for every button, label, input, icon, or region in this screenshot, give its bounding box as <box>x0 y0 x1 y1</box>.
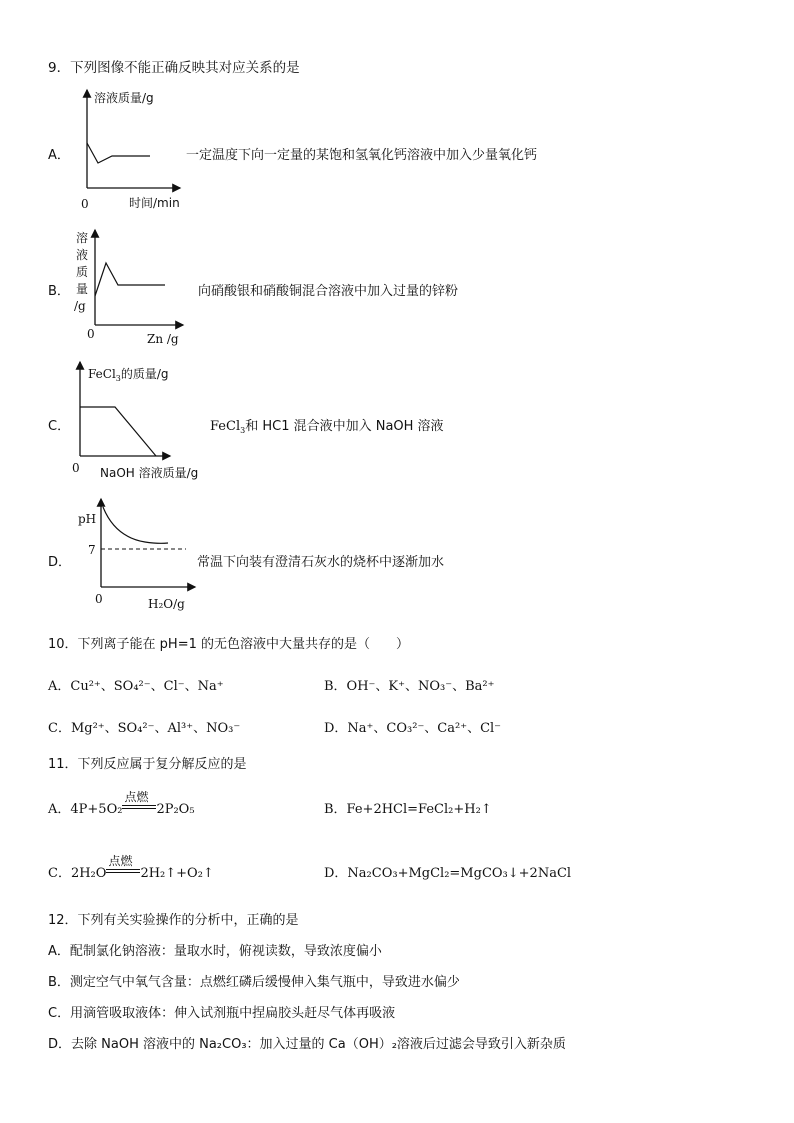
q11-option-c <box>48 854 214 881</box>
q9-b-ylabel-5: /g <box>74 299 86 313</box>
q12-option-c: C．用滴管吸取液体：伸入试剂瓶中捏扁胶头赶尽气体再吸液 <box>48 1006 396 1021</box>
q9-option-a-label: A． <box>48 148 70 163</box>
q9-d-origin: 0 <box>95 592 103 606</box>
q9-b-desc: 向硝酸银和硝酸铜混合溶液中加入过量的锌粉 <box>198 284 459 299</box>
q11-a-right: 2P₂O₅ <box>156 802 195 817</box>
q11-option-b: B．Fe+2HCl=FeCl₂+H₂↑ <box>324 802 492 817</box>
q10-option-c: C．Mg²⁺、SO₄²⁻、Al³⁺、NO₃⁻ <box>48 721 241 736</box>
q11-stem: 11．下列反应属于复分解反应的是 <box>48 757 247 772</box>
q9-a-origin: 0 <box>81 197 89 211</box>
q9-a-ylabel: 溶液质量/g <box>94 91 154 105</box>
q10-stem: 10．下列离子能在 pH=1 的无色溶液中大量共存的是（ ） <box>48 637 409 652</box>
q9-d-ref-7: 7 <box>88 543 96 557</box>
q9-b-xlabel: Zn /g <box>147 332 179 346</box>
q11-a-left: A．4P+5O₂ <box>48 802 123 817</box>
q9-c-ylabel: FeCl$_3$的质量/g <box>88 367 169 383</box>
q12-option-d: D．去除 NaOH 溶液中的 Na₂CO₃：加入过量的 Ca（OH）₂溶液后过滤会导致引入新杂质 <box>48 1037 566 1052</box>
q9-option-d-label: D． <box>48 555 72 570</box>
q9-b-ylabel-3: 质 <box>76 265 89 279</box>
q9-b-ylabel-4: 量 <box>76 282 89 296</box>
q9-option-b-label: B． <box>48 284 70 299</box>
q9-b-ylabel-1: 溶 <box>76 231 89 245</box>
q12-option-a: A．配制氯化钠溶液：量取水时，俯视读数，导致浓度偏小 <box>48 944 382 959</box>
q9-c-origin: 0 <box>72 461 80 475</box>
q9-option-c-label: C． <box>48 419 71 434</box>
q11-c-right: 2H₂↑+O₂↑ <box>140 866 214 881</box>
q10-option-a: A．Cu²⁺、SO₄²⁻、Cl⁻、Na⁺ <box>48 679 224 694</box>
q9-d-desc: 常温下向装有澄清石灰水的烧杯中逐渐加水 <box>197 555 445 570</box>
q12-option-b: B．测定空气中氧气含量：点燃红磷后缓慢伸入集气瓶中，导致进水偏少 <box>48 975 460 990</box>
q10-option-d: D．Na⁺、CO₃²⁻、Ca²⁺、Cl⁻ <box>324 721 502 736</box>
q9-c-xlabel: NaOH 溶液质量/g <box>100 466 199 480</box>
q10-option-b: B．OH⁻、K⁺、NO₃⁻、Ba²⁺ <box>324 679 495 694</box>
q11-a-condition: 点燃 <box>124 790 149 804</box>
q11-c-condition: 点燃 <box>108 854 133 868</box>
q9-c-desc: FeCl$_3$和 HC1 混合液中加入 NaOH 溶液 <box>210 419 444 435</box>
q9-d-xlabel: H₂O/g <box>148 597 185 611</box>
q9-a-desc: 一定温度下向一定量的某饱和氢氧化钙溶液中加入少量氧化钙 <box>186 148 538 163</box>
q11-option-a <box>48 790 195 817</box>
q11-option-d: D．Na₂CO₃+MgCl₂=MgCO₃↓+2NaCl <box>324 866 572 881</box>
q9-b-ylabel-2: 液 <box>76 248 89 262</box>
q9-b-origin: 0 <box>87 327 95 341</box>
q11-c-left: C．2H₂O <box>48 866 107 881</box>
q12-stem: 12．下列有关实验操作的分析中，正确的是 <box>48 913 299 928</box>
q9-a-xlabel: 时间/min <box>129 196 180 210</box>
q9-d-ylabel: pH <box>78 512 97 526</box>
q9-stem: 9．下列图像不能正确反映其对应关系的是 <box>48 60 300 76</box>
